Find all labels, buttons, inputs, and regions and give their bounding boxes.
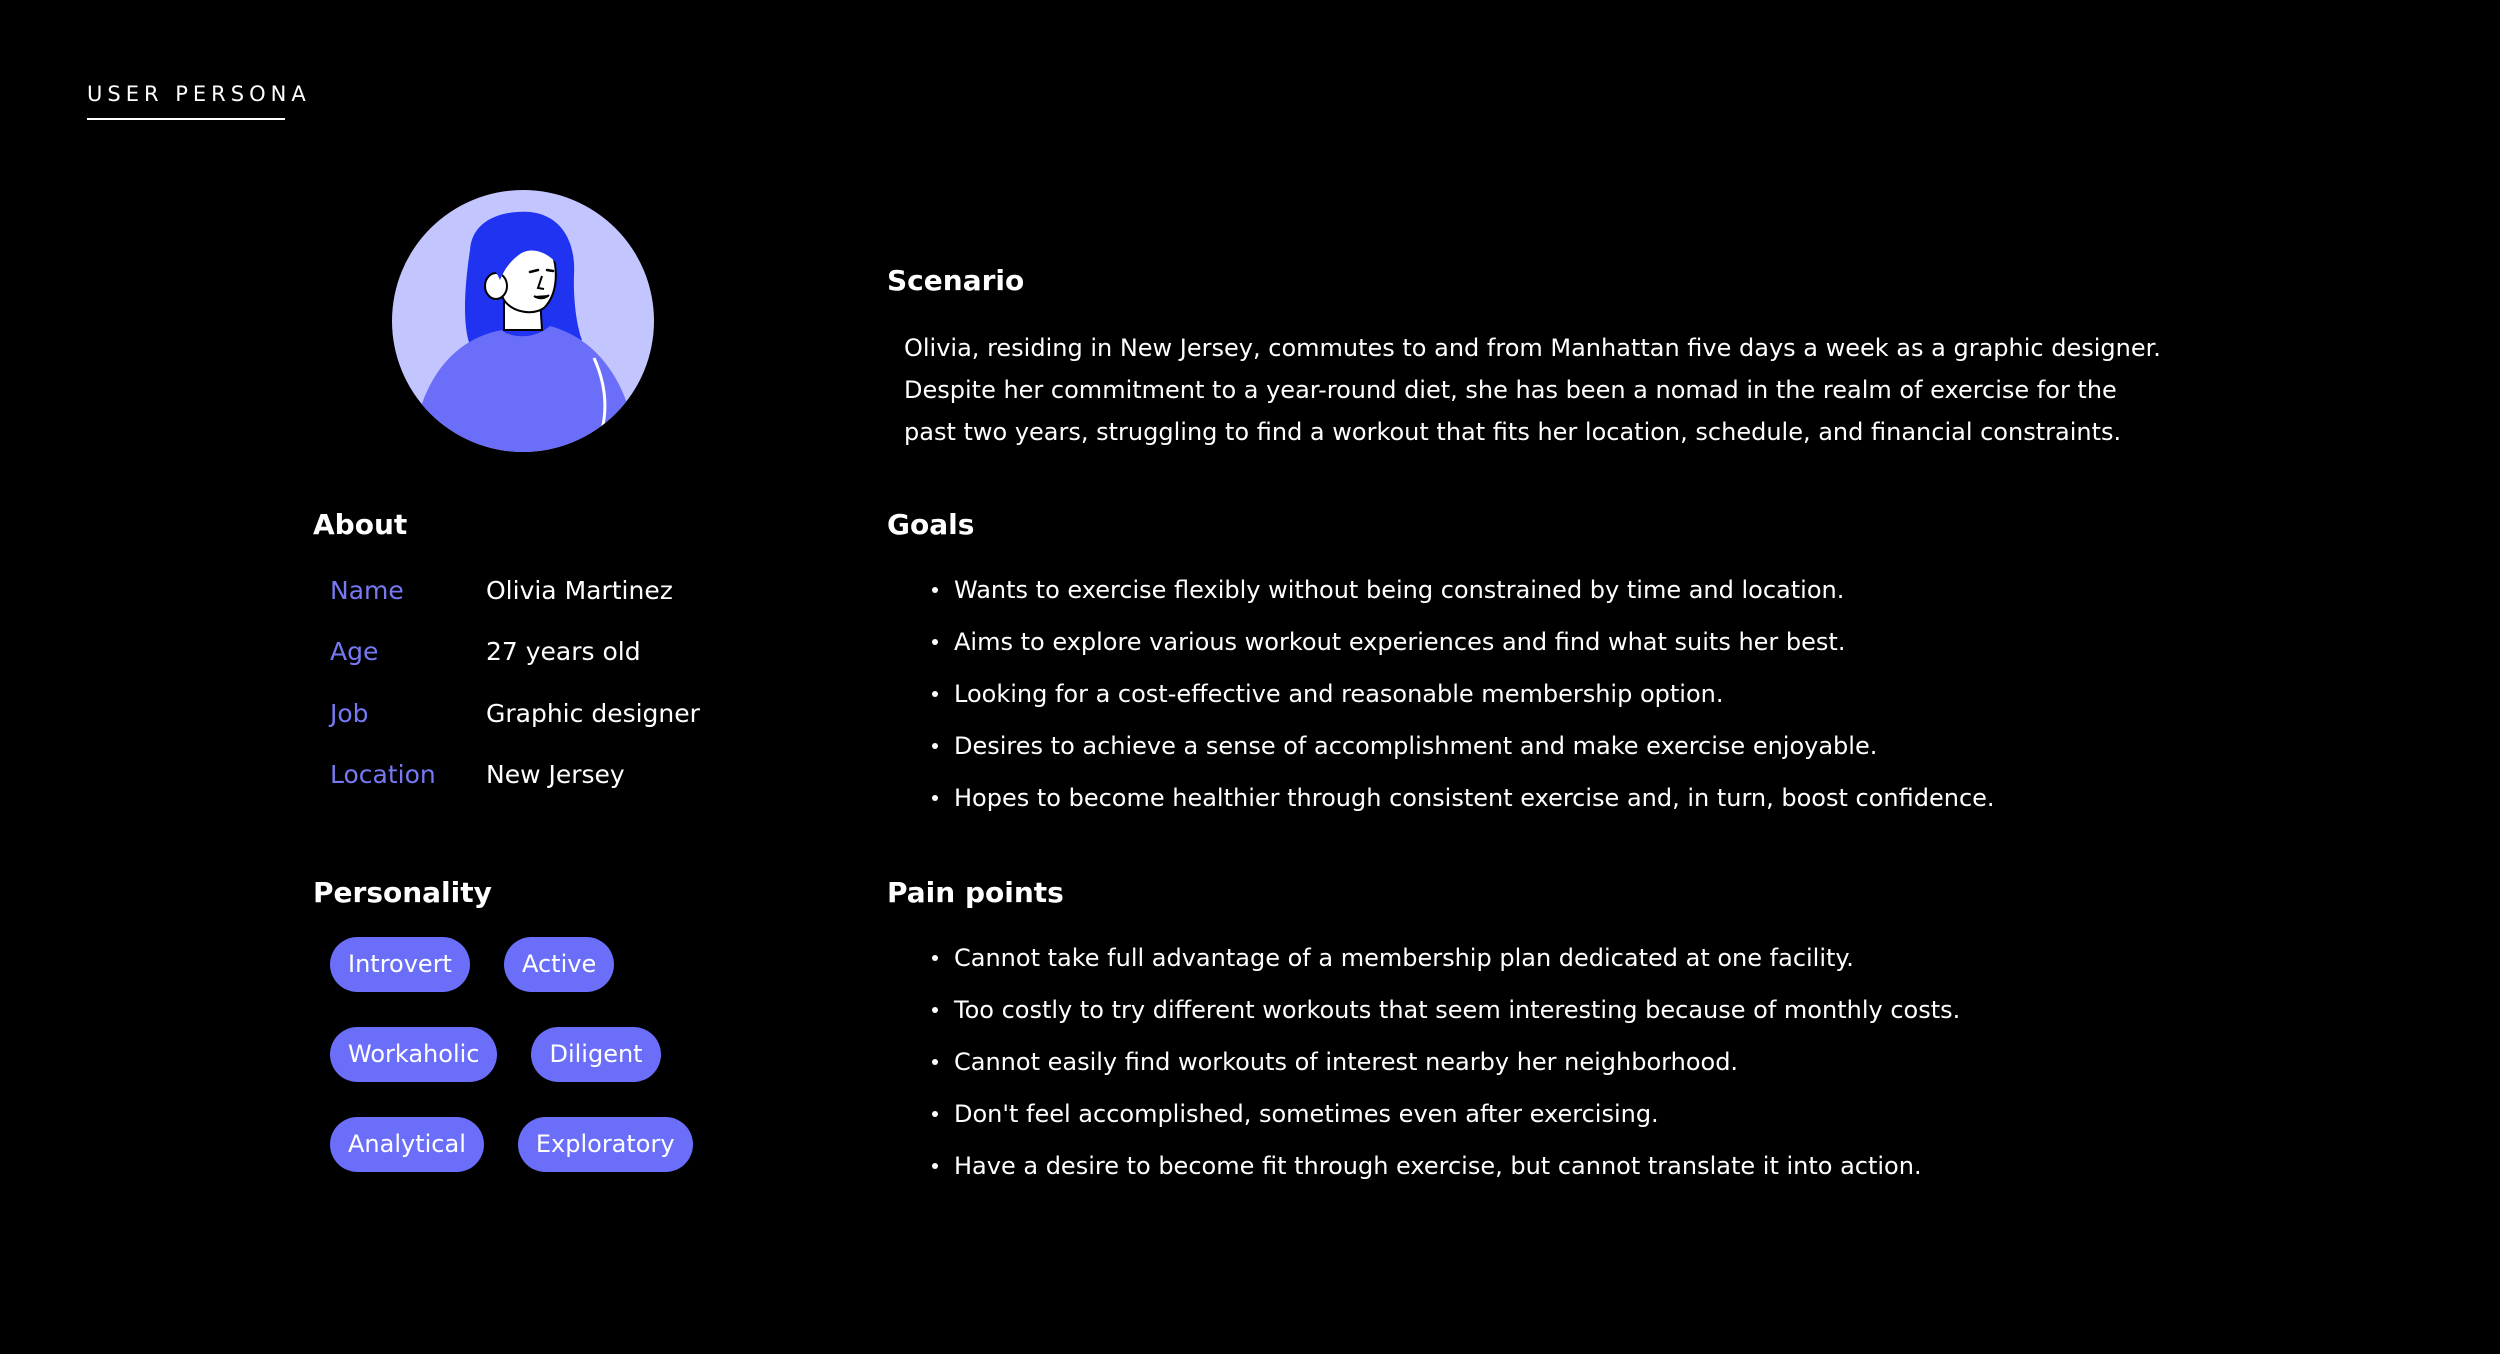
goal-item: Aims to explore various workout experiences and find what suits her best. xyxy=(930,622,2030,674)
about-row-name xyxy=(330,576,673,605)
scenario-heading: Scenario xyxy=(887,264,1025,297)
scenario-line: past two years, struggling to find a workout that fits her location, schedule, and financial constraints. xyxy=(904,418,2122,446)
about-heading: About xyxy=(313,508,408,541)
tag-row xyxy=(330,1117,750,1172)
scenario-paragraph xyxy=(904,327,2204,453)
personality-heading: Personality xyxy=(313,876,492,909)
about-label: Location xyxy=(330,760,436,789)
tag-row xyxy=(330,1027,750,1082)
about-value: New Jersey xyxy=(486,760,625,789)
goals-list xyxy=(930,570,2030,830)
about-label: Job xyxy=(330,699,369,728)
personality-tags xyxy=(330,937,750,1207)
pain-point-item: Don't feel accomplished, sometimes even after exercising. xyxy=(930,1094,2030,1146)
personality-tag: Diligent xyxy=(531,1027,660,1082)
page-eyebrow-title: USER PERSONA xyxy=(87,82,311,106)
personality-tag: Introvert xyxy=(330,937,470,992)
pain-point-item: Too costly to try different workouts that seem interesting because of monthly costs. xyxy=(930,990,2030,1042)
pain-points-heading: Pain points xyxy=(887,876,1064,909)
about-row-location xyxy=(330,760,625,789)
goal-item: Desires to achieve a sense of accomplishment and make exercise enjoyable. xyxy=(930,726,2030,778)
personality-tag: Active xyxy=(504,937,614,992)
pain-points-list xyxy=(930,938,2030,1198)
personality-tag: Workaholic xyxy=(330,1027,497,1082)
goals-heading: Goals xyxy=(887,508,975,541)
scenario-line: Olivia, residing in New Jersey, commutes to and from Manhattan five days a week as a graphic designer. xyxy=(904,334,2161,362)
about-label: Name xyxy=(330,576,404,605)
woman-avatar-icon xyxy=(392,190,654,452)
about-label: Age xyxy=(330,637,379,666)
goal-item: Hopes to become healthier through consistent exercise and, in turn, boost confidence. xyxy=(930,778,2030,830)
personality-tag: Analytical xyxy=(330,1117,484,1172)
goal-item: Wants to exercise flexibly without being constrained by time and location. xyxy=(930,570,2030,622)
personality-tag: Exploratory xyxy=(518,1117,693,1172)
about-value: Olivia Martinez xyxy=(486,576,673,605)
about-value: Graphic designer xyxy=(486,699,700,728)
about-value: 27 years old xyxy=(486,637,641,666)
goal-item: Looking for a cost-effective and reasonable membership option. xyxy=(930,674,2030,726)
about-row-job xyxy=(330,699,700,728)
pain-point-item: Cannot take full advantage of a membership plan dedicated at one facility. xyxy=(930,938,2030,990)
tag-row xyxy=(330,937,750,992)
scenario-line: Despite her commitment to a year-round diet, she has been a nomad in the realm of exercise for the xyxy=(904,376,2117,404)
eyebrow-underline xyxy=(87,118,285,120)
pain-point-item: Have a desire to become fit through exercise, but cannot translate it into action. xyxy=(930,1146,2030,1198)
pain-point-item: Cannot easily find workouts of interest nearby her neighborhood. xyxy=(930,1042,2030,1094)
about-row-age xyxy=(330,637,641,666)
